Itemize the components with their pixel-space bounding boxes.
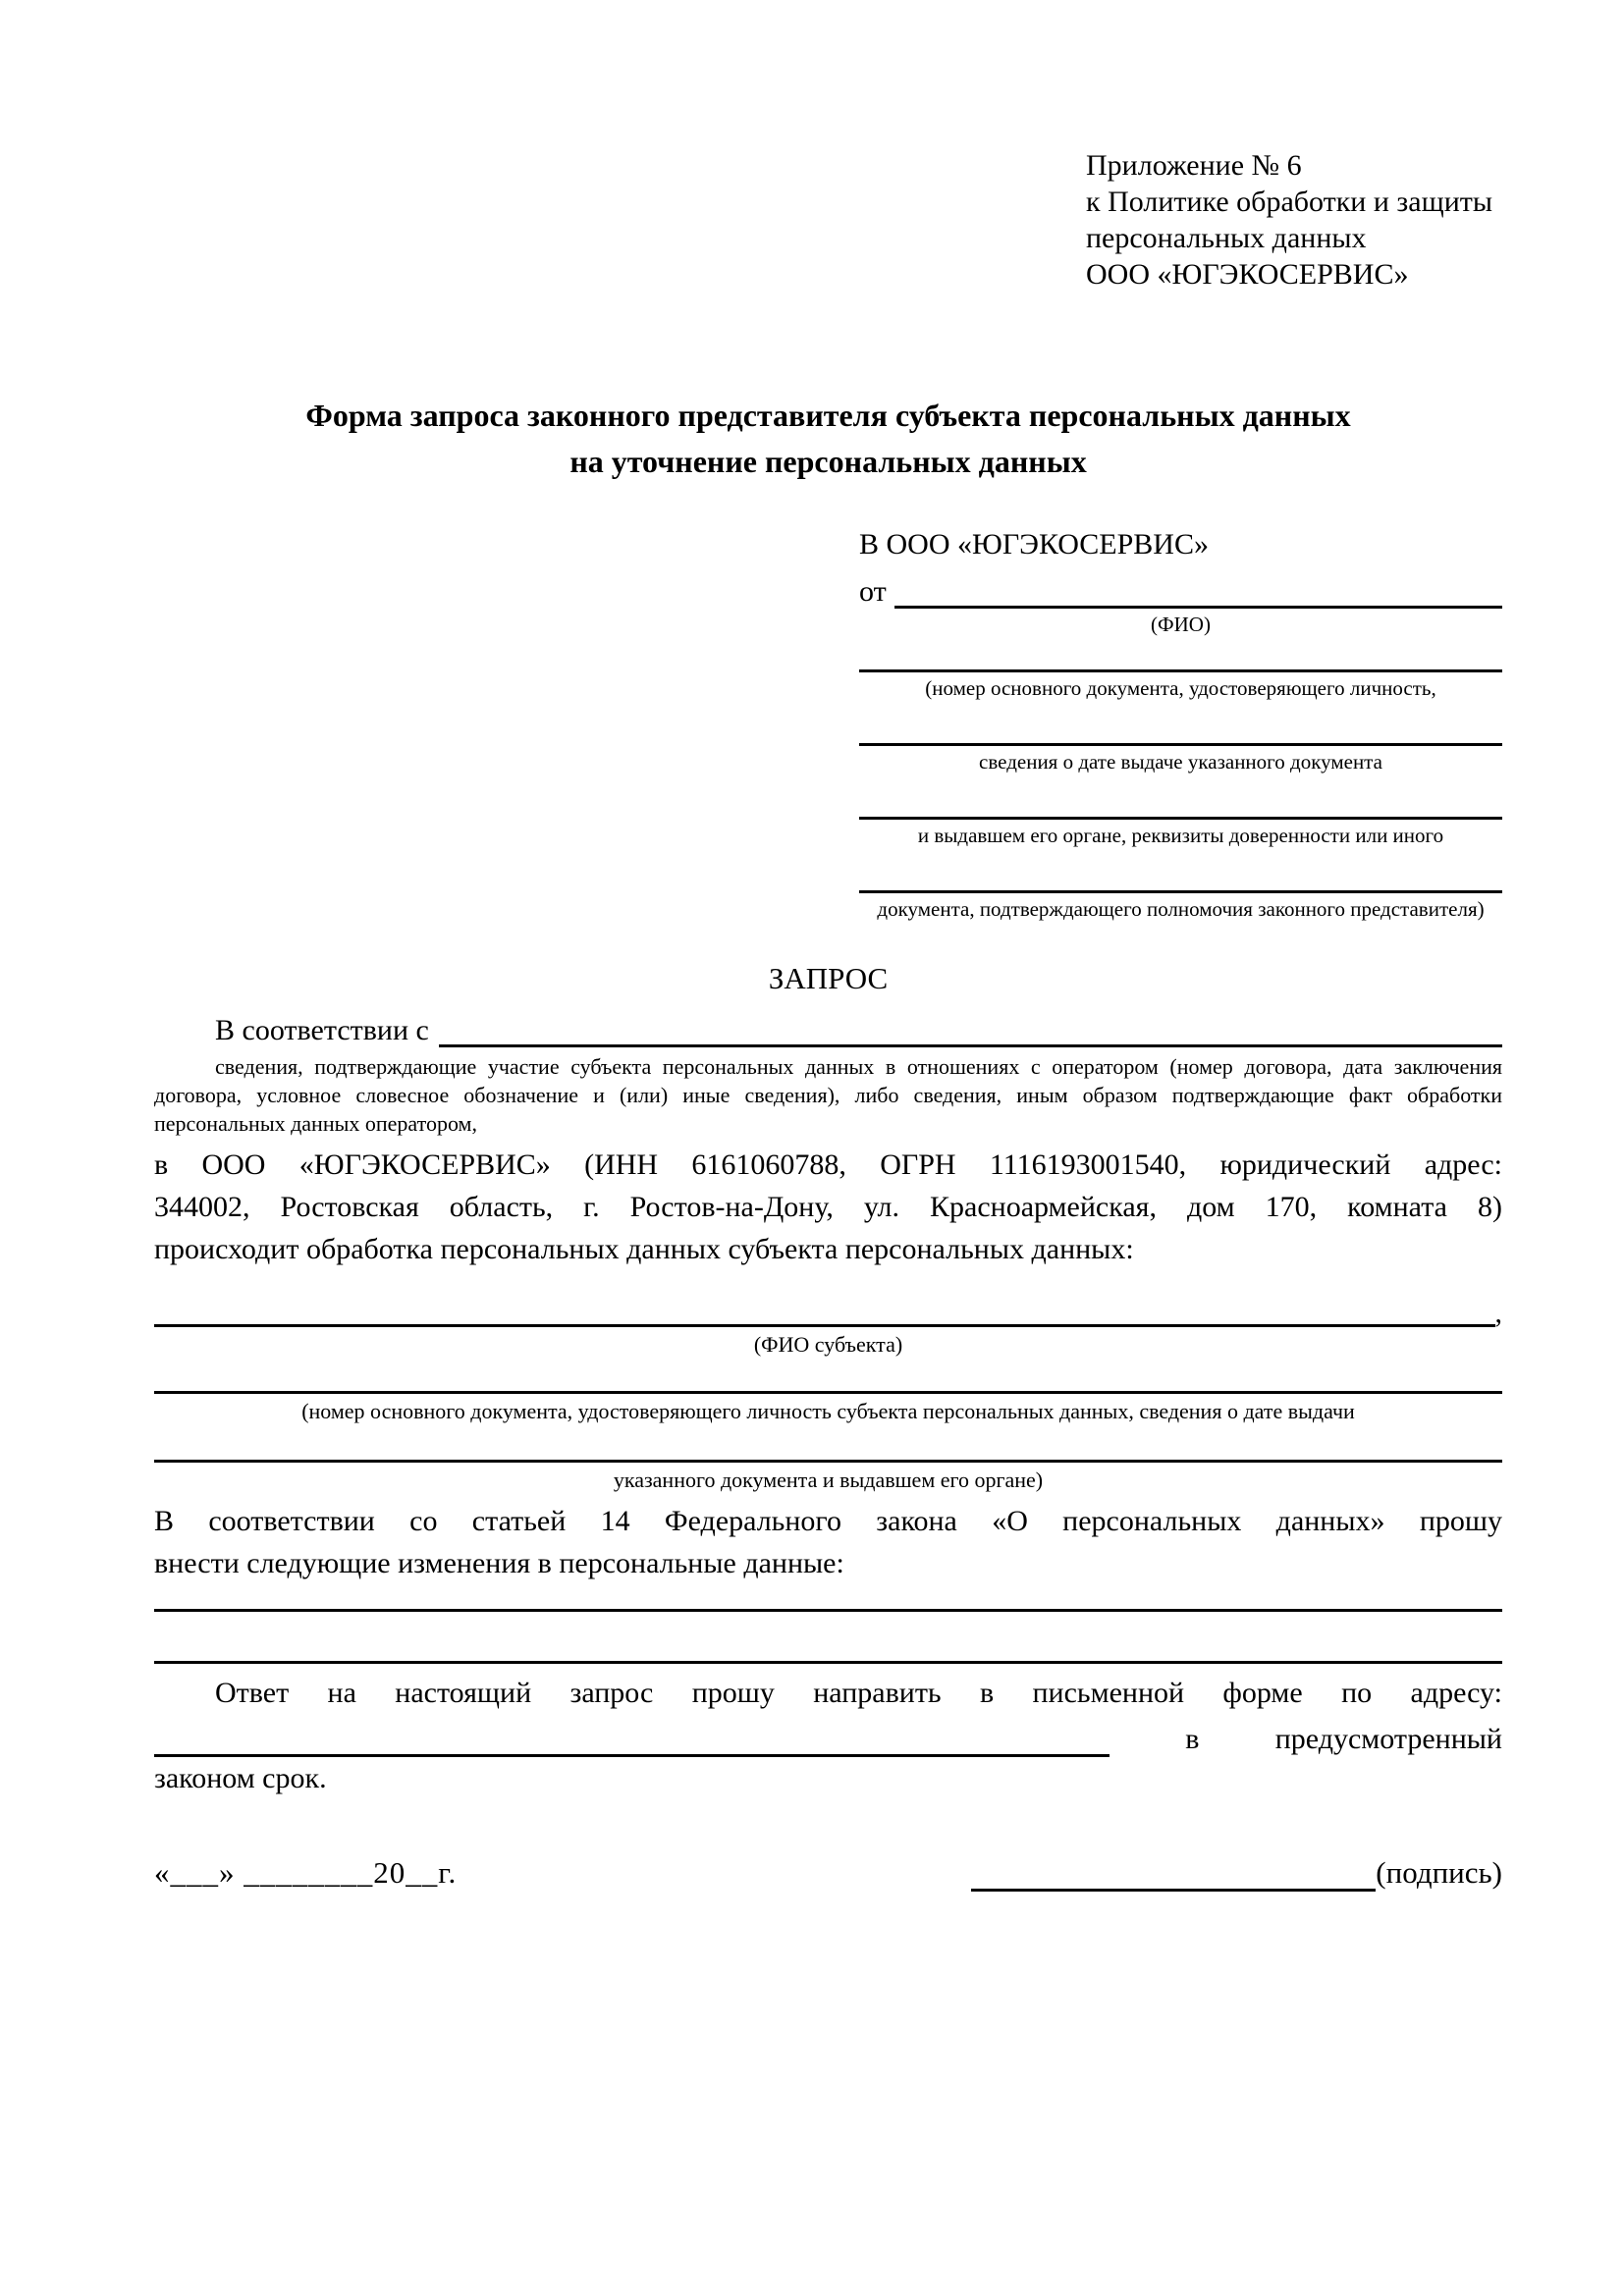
fio-caption: (ФИО) (1151, 613, 1211, 636)
title-line-2: на уточнение персональных данных (569, 444, 1087, 479)
signature-row (154, 1854, 1502, 1892)
signature-caption: (подпись) (1376, 1855, 1502, 1890)
from-row (859, 563, 1502, 609)
operator-paragraph-line-3: происходит обработка персональных данных субъекта персональных данных: (154, 1233, 1134, 1265)
operator-paragraph-line-2: 344002, Ростовская область, г. Ростов-на-Дону, ул. Красноармейская, дом 170, комната 8) (154, 1191, 1502, 1223)
basis-caption: сведения, подтверждающие участие субъекта персональных данных в отношениях с оператором (номер договора, дата заключения договора, условное словесное обозначение и (или) иные сведения), либо сведения, иным образом подтверждающие факт обработки персональных данных оператором, (154, 1054, 1502, 1136)
subject-document-caption-1: (номер основного документа, удостоверяющего личность субъекта персональных данных, сведения о дате выдачи (301, 1399, 1355, 1423)
answer-word-in: в (1185, 1723, 1200, 1755)
subject-document-blank-line-1 (154, 1359, 1502, 1394)
changes-blank-line-1 (154, 1584, 1502, 1612)
answer-word-prescribed: предусмотренный (1274, 1723, 1502, 1755)
subject-document-caption-2: указанного документа и выдавшем его органе) (613, 1468, 1044, 1492)
appendix-line-4: ООО «ЮГЭКОСЕРВИС» (1086, 258, 1409, 291)
answer-paragraph-end: законом срок. (154, 1762, 327, 1794)
addressee-to: В ООО «ЮГЭКОСЕРВИС» (859, 528, 1209, 561)
law-paragraph-line-2: внести следующие изменения в персональные данные: (154, 1547, 844, 1579)
document-number-blank-line (859, 637, 1502, 672)
title-line-1: Форма запроса законного представителя субъекта персональных данных (305, 398, 1351, 433)
appendix-line-1: Приложение № 6 (1086, 149, 1302, 182)
subject-fio-blank-line (154, 1298, 1495, 1327)
subject-fio-caption: (ФИО субъекта) (753, 1332, 903, 1357)
subject-fio-comma: , (1494, 1297, 1502, 1329)
changes-blank-line-2 (154, 1612, 1502, 1664)
issuing-authority-caption: и выдавшем его органе, реквизиты доверенности или иного (917, 824, 1444, 847)
document-number-caption: (номер основного документа, удостоверяющего личность, (925, 676, 1436, 700)
signature-blank-line (971, 1858, 1376, 1892)
issuing-authority-blank-line (859, 774, 1502, 820)
from-label: от (859, 575, 887, 608)
subject-document-blank-line-2 (154, 1425, 1502, 1463)
basis-label: В соответствии с (215, 1014, 429, 1046)
appendix-line-2: к Политике обработки и защиты (1086, 186, 1493, 218)
appendix-block (1086, 147, 1502, 293)
request-heading: ЗАПРОС (768, 961, 889, 995)
fio-blank-line (894, 575, 1502, 609)
document-title (154, 393, 1502, 485)
address-blank-line (154, 1726, 1110, 1757)
addressee-block (859, 526, 1502, 922)
authority-document-caption: документа, подтверждающего полномочия законного представителя) (877, 897, 1485, 921)
appendix-line-3: персональных данных (1086, 222, 1367, 254)
basis-row (154, 1004, 1502, 1047)
issue-date-blank-line (859, 701, 1502, 746)
signature-group (971, 1854, 1502, 1892)
answer-address-row (154, 1714, 1502, 1757)
basis-blank-line (439, 1014, 1502, 1047)
subject-fio-row (154, 1294, 1502, 1327)
issue-date-caption: сведения о дате выдаче указанного документа (979, 750, 1382, 774)
date-field: «___» ________20__г. (154, 1855, 458, 1890)
answer-paragraph-line-1: Ответ на настоящий запрос прошу направить в письменной форме по адресу: (215, 1677, 1502, 1709)
authority-document-blank-line (859, 848, 1502, 893)
operator-paragraph-line-1: в ООО «ЮГЭКОСЕРВИС» (ИНН 6161060788, ОГРН 1116193001540, юридический адрес: (154, 1148, 1502, 1181)
law-paragraph-line-1: В соответствии со статьей 14 Федерального закона «О персональных данных» прошу (154, 1505, 1502, 1537)
